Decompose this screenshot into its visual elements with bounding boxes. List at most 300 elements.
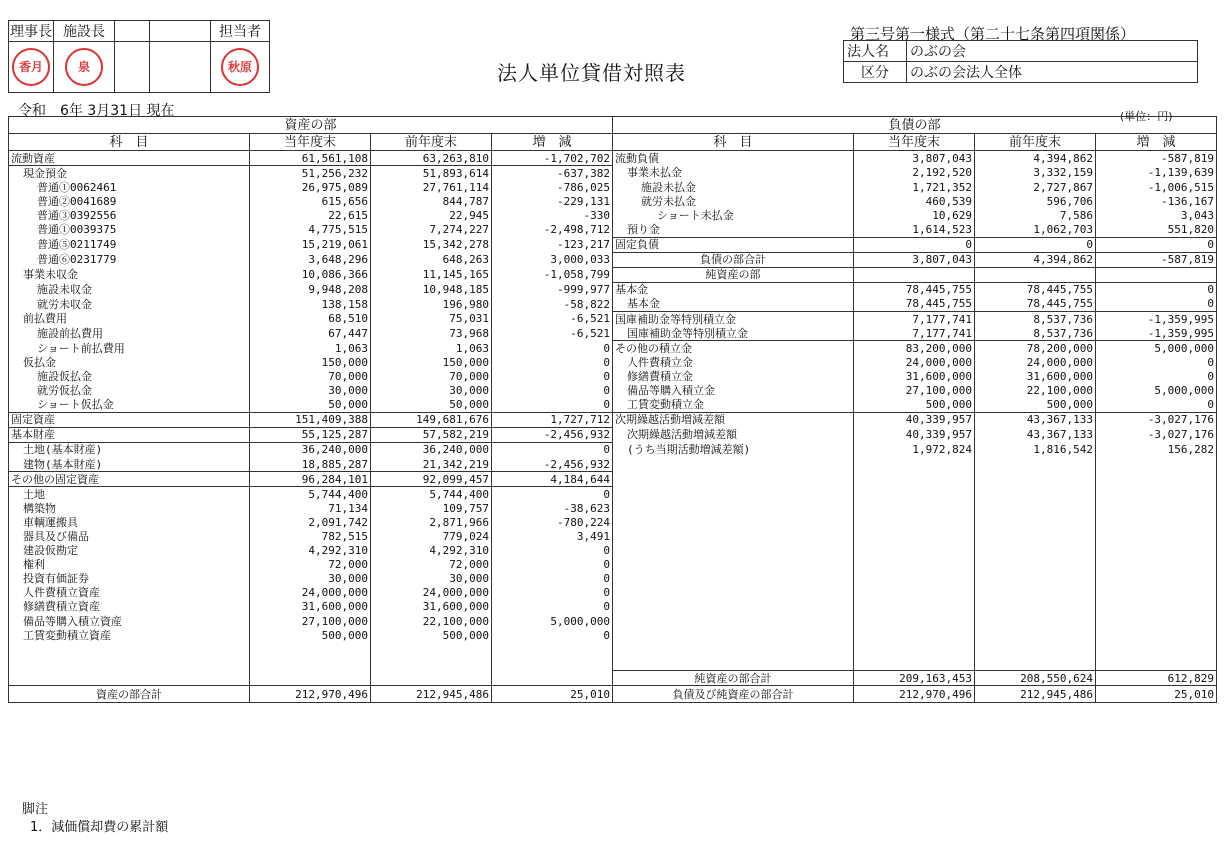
- table-row: [9, 412, 1217, 427]
- table-row: [9, 529, 1217, 543]
- liability-subject-cell: [613, 656, 854, 671]
- liability-previous-cell: 78,200,000: [975, 341, 1096, 356]
- liability-previous-cell: 4,394,862: [975, 151, 1096, 166]
- liability-subject-cell: 預り金: [613, 222, 854, 237]
- asset-subject-cell: 工賃変動積立資産: [9, 628, 250, 642]
- liability-subject-cell: 流動負債: [613, 151, 854, 166]
- table-row: [9, 341, 1217, 356]
- table-row: [9, 457, 1217, 472]
- liability-previous-cell: [975, 614, 1096, 628]
- table-row: [9, 151, 1217, 166]
- asset-current-cell: 3,648,296: [250, 252, 371, 267]
- liability-subject-cell: [613, 600, 854, 614]
- liability-previous-cell: 43,367,133: [975, 427, 1096, 442]
- liability-change-cell: -1,006,515: [1096, 180, 1217, 194]
- asset-subject-cell: 建物(基本財産): [9, 457, 250, 472]
- liability-previous-cell: [975, 267, 1096, 282]
- liability-previous-cell: 8,537,736: [975, 312, 1096, 327]
- corporation-info: [843, 40, 1198, 83]
- liability-subject-cell: [613, 501, 854, 515]
- balance-sheet-table: [8, 116, 1217, 703]
- asset-previous-cell: 72,000: [371, 558, 492, 572]
- liability-subject-cell: [613, 544, 854, 558]
- asset-current-cell: 68,510: [250, 312, 371, 327]
- asset-change-cell: 3,491: [492, 529, 613, 543]
- asset-change-cell: 0: [492, 628, 613, 642]
- table-row: [9, 355, 1217, 369]
- table-row: [9, 558, 1217, 572]
- liability-subject-cell: 施設未払金: [613, 180, 854, 194]
- asset-previous-cell: 500,000: [371, 628, 492, 642]
- footnote-label: 脚注: [22, 802, 49, 817]
- liability-change-cell: 0: [1096, 355, 1217, 369]
- asset-subject-cell: 普通⑥0231779: [9, 252, 250, 267]
- director-seal: 泉: [65, 48, 103, 86]
- asset-change-cell: -2,456,932: [492, 457, 613, 472]
- asset-previous-cell: 31,600,000: [371, 600, 492, 614]
- liability-previous-cell: 596,706: [975, 194, 1096, 208]
- asset-previous-cell: 150,000: [371, 355, 492, 369]
- table-row: [9, 586, 1217, 600]
- asset-current-cell: 782,515: [250, 529, 371, 543]
- liability-subject-cell: ショート未払金: [613, 208, 854, 222]
- asset-current-cell: 9,948,208: [250, 282, 371, 297]
- asset-change-cell: -330: [492, 208, 613, 222]
- asset-change-cell: -229,131: [492, 194, 613, 208]
- asset-subject-cell: 構築物: [9, 501, 250, 515]
- asset-current-cell: 4,775,515: [250, 222, 371, 237]
- liability-previous-cell: [975, 628, 1096, 642]
- asset-change-cell: 0: [492, 355, 613, 369]
- asset-current-cell: 67,447: [250, 326, 371, 341]
- asset-change-cell: -6,521: [492, 312, 613, 327]
- liability-change-cell: [1096, 572, 1217, 586]
- liability-subject-cell: (うち当期活動増減差額): [613, 442, 854, 457]
- asset-subject-cell: その他の固定資産: [9, 472, 250, 487]
- liability-subject-cell: [613, 586, 854, 600]
- liability-current-cell: 24,000,000: [854, 355, 975, 369]
- liability-current-cell: [854, 614, 975, 628]
- asset-subject-cell: 普通②0041689: [9, 194, 250, 208]
- liability-change-cell: [1096, 472, 1217, 487]
- asset-previous-cell: 1,063: [371, 341, 492, 356]
- approval-label: 担当者: [211, 21, 270, 42]
- liability-subject-cell: [613, 642, 854, 656]
- form-number: 第三号第一様式（第二十七条第四項関係）: [850, 25, 1136, 43]
- asset-previous-cell: 22,945: [371, 208, 492, 222]
- liability-previous-cell: 78,445,755: [975, 282, 1096, 297]
- asset-subject-cell: 普通①0062461: [9, 180, 250, 194]
- liability-current-cell: 0: [854, 237, 975, 252]
- assets-total-previous: 212,945,486: [371, 686, 492, 703]
- asset-subject-cell: 建設仮勘定: [9, 544, 250, 558]
- asset-current-cell: [250, 671, 371, 686]
- table-row: [9, 282, 1217, 297]
- asset-change-cell: [492, 642, 613, 656]
- table-row: [9, 600, 1217, 614]
- asset-previous-cell: 30,000: [371, 384, 492, 398]
- table-row: [9, 544, 1217, 558]
- table-row: [9, 487, 1217, 502]
- corp-name-label: 法人名: [844, 41, 907, 62]
- liability-change-cell: 5,000,000: [1096, 384, 1217, 398]
- asset-current-cell: 61,561,108: [250, 151, 371, 166]
- asset-subject-cell: 土地(基本財産): [9, 442, 250, 457]
- liability-change-cell: 0: [1096, 282, 1217, 297]
- liability-previous-cell: [975, 656, 1096, 671]
- liability-subject-cell: 国庫補助金等特別積立金: [613, 312, 854, 327]
- table-row: [9, 208, 1217, 222]
- asset-previous-cell: 75,031: [371, 312, 492, 327]
- liability-current-cell: [854, 586, 975, 600]
- asset-change-cell: 0: [492, 600, 613, 614]
- table-row: [9, 194, 1217, 208]
- approval-label: 施設長: [54, 21, 115, 42]
- asset-current-cell: 1,063: [250, 341, 371, 356]
- staff-seal: 秋原: [221, 48, 259, 86]
- table-row: [9, 326, 1217, 341]
- asset-change-cell: -58,822: [492, 297, 613, 312]
- asset-subject-cell: 施設仮払金: [9, 369, 250, 383]
- column-header-subject: 科 目: [9, 134, 250, 151]
- liabilities-section-header: 負債の部: [613, 117, 1217, 134]
- liability-previous-cell: [975, 558, 1096, 572]
- unit-label: (単位：円): [1120, 110, 1173, 123]
- asset-subject-cell: 流動資産: [9, 151, 250, 166]
- liability-current-cell: [854, 642, 975, 656]
- liability-current-cell: [854, 501, 975, 515]
- liability-change-cell: 5,000,000: [1096, 341, 1217, 356]
- asset-subject-cell: 土地: [9, 487, 250, 502]
- liability-current-cell: 500,000: [854, 398, 975, 413]
- asset-current-cell: 30,000: [250, 384, 371, 398]
- liability-change-cell: 612,829: [1096, 671, 1217, 686]
- table-row: [9, 180, 1217, 194]
- asset-change-cell: -6,521: [492, 326, 613, 341]
- asset-change-cell: -1,702,702: [492, 151, 613, 166]
- liability-current-cell: [854, 544, 975, 558]
- asset-change-cell: -786,025: [492, 180, 613, 194]
- liability-previous-cell: 208,550,624: [975, 671, 1096, 686]
- asset-current-cell: 36,240,000: [250, 442, 371, 457]
- asset-change-cell: 0: [492, 572, 613, 586]
- asset-current-cell: 71,134: [250, 501, 371, 515]
- grand-total-label: 負債及び純資産の部合計: [613, 686, 854, 703]
- asset-previous-cell: 779,024: [371, 529, 492, 543]
- liability-subject-cell: [613, 457, 854, 472]
- asset-subject-cell: 修繕費積立資産: [9, 600, 250, 614]
- asset-previous-cell: 5,744,400: [371, 487, 492, 502]
- liability-change-cell: -1,359,995: [1096, 326, 1217, 341]
- liability-change-cell: [1096, 656, 1217, 671]
- liability-subject-cell: 就労未払金: [613, 194, 854, 208]
- liability-subject-cell: [613, 614, 854, 628]
- table-row: [9, 515, 1217, 529]
- asset-current-cell: 72,000: [250, 558, 371, 572]
- liability-current-cell: 3,807,043: [854, 252, 975, 267]
- liability-subject-cell: 負債の部合計: [613, 252, 854, 267]
- liability-previous-cell: 1,062,703: [975, 222, 1096, 237]
- liability-change-cell: [1096, 487, 1217, 502]
- grand-total-previous: 212,945,486: [975, 686, 1096, 703]
- asset-current-cell: 150,000: [250, 355, 371, 369]
- asset-change-cell: 1,727,712: [492, 412, 613, 427]
- liability-current-cell: 2,192,520: [854, 166, 975, 181]
- liability-current-cell: 460,539: [854, 194, 975, 208]
- liability-current-cell: [854, 267, 975, 282]
- liability-previous-cell: 22,100,000: [975, 384, 1096, 398]
- asset-previous-cell: 21,342,219: [371, 457, 492, 472]
- asset-current-cell: 26,975,089: [250, 180, 371, 194]
- page-title: 法人単位貸借対照表: [497, 61, 686, 85]
- liability-current-cell: [854, 656, 975, 671]
- asset-subject-cell: 前払費用: [9, 312, 250, 327]
- asset-subject-cell: 普通①0039375: [9, 222, 250, 237]
- asset-previous-cell: 11,145,165: [371, 267, 492, 282]
- liability-previous-cell: [975, 515, 1096, 529]
- liability-current-cell: 40,339,957: [854, 412, 975, 427]
- table-row: [9, 267, 1217, 282]
- liability-current-cell: [854, 572, 975, 586]
- asset-current-cell: 70,000: [250, 369, 371, 383]
- asset-current-cell: 30,000: [250, 572, 371, 586]
- table-row: [9, 656, 1217, 671]
- asset-current-cell: 18,885,287: [250, 457, 371, 472]
- asset-previous-cell: [371, 642, 492, 656]
- asset-subject-cell: ショート前払費用: [9, 341, 250, 356]
- asset-change-cell: 0: [492, 586, 613, 600]
- liability-subject-cell: 固定負債: [613, 237, 854, 252]
- liability-previous-cell: 7,586: [975, 208, 1096, 222]
- asset-change-cell: 0: [492, 341, 613, 356]
- liability-current-cell: 1,614,523: [854, 222, 975, 237]
- liability-change-cell: [1096, 614, 1217, 628]
- asset-change-cell: 0: [492, 442, 613, 457]
- liability-subject-cell: [613, 628, 854, 642]
- liability-subject-cell: 工賃変動積立金: [613, 398, 854, 413]
- assets-total-label: 資産の部合計: [9, 686, 250, 703]
- asset-subject-cell: 就労未収金: [9, 297, 250, 312]
- asset-change-cell: -637,382: [492, 166, 613, 181]
- liability-previous-cell: [975, 544, 1096, 558]
- liability-change-cell: -1,139,639: [1096, 166, 1217, 181]
- liability-change-cell: [1096, 642, 1217, 656]
- division-label: 区分: [844, 62, 907, 83]
- table-row: [9, 237, 1217, 252]
- liability-change-cell: [1096, 628, 1217, 642]
- asset-subject-cell: 人件費積立資産: [9, 586, 250, 600]
- asset-current-cell: 615,656: [250, 194, 371, 208]
- liability-subject-cell: 修繕費積立金: [613, 369, 854, 383]
- asset-current-cell: 151,409,388: [250, 412, 371, 427]
- asset-subject-cell: 仮払金: [9, 355, 250, 369]
- liability-previous-cell: 8,537,736: [975, 326, 1096, 341]
- asset-subject-cell: 普通⑤0211749: [9, 237, 250, 252]
- asset-previous-cell: 7,274,227: [371, 222, 492, 237]
- asset-change-cell: -780,224: [492, 515, 613, 529]
- asset-previous-cell: 30,000: [371, 572, 492, 586]
- liability-change-cell: -587,819: [1096, 252, 1217, 267]
- liability-change-cell: -136,167: [1096, 194, 1217, 208]
- asset-current-cell: [250, 642, 371, 656]
- grand-total-current: 212,970,496: [854, 686, 975, 703]
- table-row: [9, 252, 1217, 267]
- liability-subject-cell: [613, 558, 854, 572]
- asset-change-cell: 0: [492, 398, 613, 413]
- asset-previous-cell: 149,681,676: [371, 412, 492, 427]
- asset-previous-cell: 2,871,966: [371, 515, 492, 529]
- asset-subject-cell: 施設未収金: [9, 282, 250, 297]
- asset-previous-cell: 648,263: [371, 252, 492, 267]
- liability-subject-cell: [613, 472, 854, 487]
- liability-change-cell: 0: [1096, 297, 1217, 312]
- corp-name: のぶの会: [907, 41, 1198, 62]
- liability-current-cell: 83,200,000: [854, 341, 975, 356]
- asset-subject-cell: ショート仮払金: [9, 398, 250, 413]
- liability-change-cell: [1096, 586, 1217, 600]
- asset-subject-cell: 備品等購入積立資産: [9, 614, 250, 628]
- liability-subject-cell: 基本金: [613, 282, 854, 297]
- liability-previous-cell: [975, 501, 1096, 515]
- asset-previous-cell: 50,000: [371, 398, 492, 413]
- asset-subject-cell: 普通③0392556: [9, 208, 250, 222]
- liability-change-cell: 3,043: [1096, 208, 1217, 222]
- column-header-change: 増 減: [1096, 134, 1217, 151]
- liability-current-cell: 27,100,000: [854, 384, 975, 398]
- asset-current-cell: 2,091,742: [250, 515, 371, 529]
- liability-previous-cell: 1,816,542: [975, 442, 1096, 457]
- column-header-previous: 前年度末: [975, 134, 1096, 151]
- column-header-previous: 前年度末: [371, 134, 492, 151]
- liability-subject-cell: 純資産の部: [613, 267, 854, 282]
- liability-change-cell: [1096, 600, 1217, 614]
- asset-current-cell: 500,000: [250, 628, 371, 642]
- asset-current-cell: 10,086,366: [250, 267, 371, 282]
- asset-subject-cell: 基本財産: [9, 427, 250, 442]
- asset-current-cell: 22,615: [250, 208, 371, 222]
- liability-current-cell: [854, 487, 975, 502]
- approval-stamp-box: [8, 20, 270, 93]
- liability-change-cell: [1096, 529, 1217, 543]
- liability-previous-cell: 3,332,159: [975, 166, 1096, 181]
- asset-previous-cell: 15,342,278: [371, 237, 492, 252]
- table-row: [9, 442, 1217, 457]
- asset-previous-cell: 27,761,114: [371, 180, 492, 194]
- asset-previous-cell: 22,100,000: [371, 614, 492, 628]
- asset-subject-cell: 現金預金: [9, 166, 250, 181]
- table-row: [9, 614, 1217, 628]
- liability-previous-cell: 2,727,867: [975, 180, 1096, 194]
- division: のぶの会法人全体: [907, 62, 1198, 83]
- liability-previous-cell: 500,000: [975, 398, 1096, 413]
- liability-change-cell: 0: [1096, 369, 1217, 383]
- liability-change-cell: [1096, 515, 1217, 529]
- asset-change-cell: [492, 671, 613, 686]
- table-row: [9, 472, 1217, 487]
- liability-subject-cell: 純資産の部合計: [613, 671, 854, 686]
- liability-change-cell: -1,359,995: [1096, 312, 1217, 327]
- liability-current-cell: 7,177,741: [854, 326, 975, 341]
- table-row: [9, 222, 1217, 237]
- asset-change-cell: -999,977: [492, 282, 613, 297]
- assets-total-change: 25,010: [492, 686, 613, 703]
- asset-previous-cell: 73,968: [371, 326, 492, 341]
- asset-current-cell: 5,744,400: [250, 487, 371, 502]
- liability-change-cell: -3,027,176: [1096, 412, 1217, 427]
- asset-subject-cell: 施設前払費用: [9, 326, 250, 341]
- liability-change-cell: 0: [1096, 237, 1217, 252]
- table-row: [9, 642, 1217, 656]
- liability-previous-cell: [975, 642, 1096, 656]
- table-row: [9, 312, 1217, 327]
- footnote-item: 1．減価償却費の累計額: [30, 820, 169, 835]
- liability-current-cell: [854, 600, 975, 614]
- asset-subject-cell: [9, 642, 250, 656]
- liability-previous-cell: [975, 487, 1096, 502]
- approval-label: 理事長: [9, 21, 54, 42]
- asset-current-cell: [250, 656, 371, 671]
- assets-section-header: 資産の部: [9, 117, 613, 134]
- asset-subject-cell: 就労仮払金: [9, 384, 250, 398]
- liability-current-cell: 209,163,453: [854, 671, 975, 686]
- liability-subject-cell: 人件費積立金: [613, 355, 854, 369]
- asset-subject-cell: 権利: [9, 558, 250, 572]
- liability-current-cell: 10,629: [854, 208, 975, 222]
- table-row: [9, 384, 1217, 398]
- liability-previous-cell: [975, 457, 1096, 472]
- column-header-current: 当年度末: [250, 134, 371, 151]
- liability-current-cell: 3,807,043: [854, 151, 975, 166]
- approval-label: [150, 21, 211, 42]
- asset-previous-cell: 92,099,457: [371, 472, 492, 487]
- table-row: [9, 501, 1217, 515]
- table-row: [9, 427, 1217, 442]
- asset-change-cell: 0: [492, 544, 613, 558]
- liability-previous-cell: [975, 472, 1096, 487]
- liability-current-cell: 1,972,824: [854, 442, 975, 457]
- liability-current-cell: 7,177,741: [854, 312, 975, 327]
- liability-previous-cell: 78,445,755: [975, 297, 1096, 312]
- asset-change-cell: 0: [492, 487, 613, 502]
- liability-subject-cell: 次期繰越活動増減差額: [613, 412, 854, 427]
- asset-current-cell: 55,125,287: [250, 427, 371, 442]
- table-row: [9, 671, 1217, 686]
- liability-previous-cell: 24,000,000: [975, 355, 1096, 369]
- asset-change-cell: 5,000,000: [492, 614, 613, 628]
- liability-previous-cell: 0: [975, 237, 1096, 252]
- table-row: [9, 369, 1217, 383]
- asset-previous-cell: 63,263,810: [371, 151, 492, 166]
- liability-change-cell: 0: [1096, 398, 1217, 413]
- asset-change-cell: -123,217: [492, 237, 613, 252]
- liability-subject-cell: 備品等購入積立金: [613, 384, 854, 398]
- asset-subject-cell: [9, 671, 250, 686]
- liability-subject-cell: [613, 572, 854, 586]
- asset-current-cell: 96,284,101: [250, 472, 371, 487]
- asset-current-cell: 51,256,232: [250, 166, 371, 181]
- liability-previous-cell: [975, 586, 1096, 600]
- liability-previous-cell: [975, 572, 1096, 586]
- table-row: [9, 297, 1217, 312]
- liability-change-cell: [1096, 544, 1217, 558]
- liability-previous-cell: [975, 529, 1096, 543]
- liability-subject-cell: 事業未払金: [613, 166, 854, 181]
- asset-previous-cell: 109,757: [371, 501, 492, 515]
- asset-previous-cell: 844,787: [371, 194, 492, 208]
- liability-current-cell: 78,445,755: [854, 297, 975, 312]
- asset-change-cell: 0: [492, 558, 613, 572]
- asset-previous-cell: 196,980: [371, 297, 492, 312]
